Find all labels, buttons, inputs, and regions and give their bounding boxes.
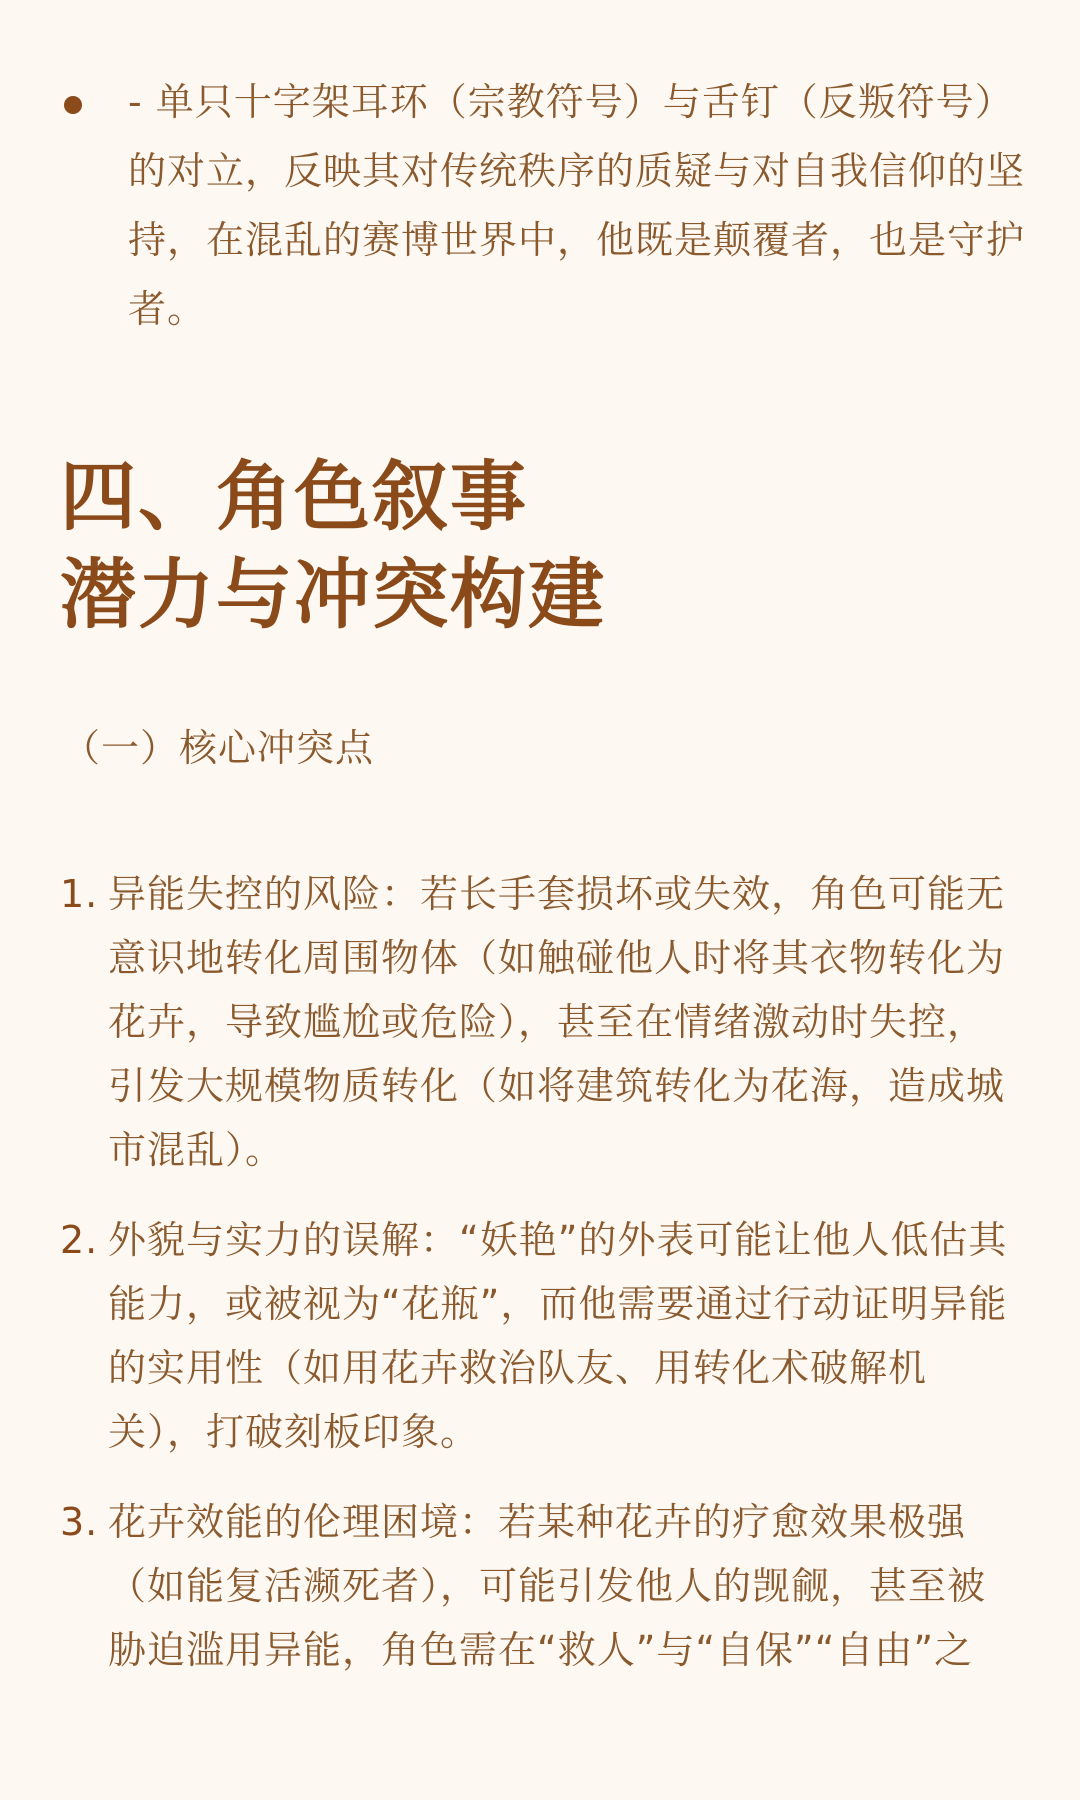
conflict-list — [60, 862, 1020, 1708]
bullet-dot-icon — [64, 96, 82, 114]
list-item-text: 外貌与实力的误解：“妖艳”的外表可能让他人低估其能力，或被视为“花瓶”，而他需要通过行动证明异能的实用性（如用花卉救治队友、用转化术破解机关），打破刻板印象。 — [108, 1218, 1008, 1454]
section-title-line-2: 潜力与冲突构建 — [60, 550, 606, 639]
list-item-number: 1. — [60, 872, 99, 916]
section-title — [60, 448, 1020, 644]
list-item-number: 3. — [60, 1500, 99, 1544]
list-item-text: 花卉效能的伦理困境：若某种花卉的疗愈效果极强（如能复活濒死者），可能引发他人的觊觎，甚至被胁迫滥用异能，角色需在“救人”与“自保”“自由”之 — [108, 1500, 987, 1672]
bullet-text: - 单只十字架耳环（宗教符号）与舌钉（反叛符号）的对立，反映其对传统秩序的质疑与对自我信仰的坚持，在混乱的赛博世界中，他既是颠覆者，也是守护者。 — [128, 80, 1026, 331]
list-item — [60, 1208, 1020, 1464]
list-item — [60, 862, 1020, 1182]
list-item-number: 2. — [60, 1218, 99, 1262]
list-item-text: 异能失控的风险：若长手套损坏或失效，角色可能无意识地转化周围物体（如触碰他人时将其衣物转化为花卉，导致尴尬或危险），甚至在情绪激动时失控，引发大规模物质转化（如将建筑转化为花海，造成城市混乱）。 — [108, 872, 1006, 1172]
section-subtitle: （一）核心冲突点 — [62, 726, 375, 770]
list-item — [60, 1490, 1020, 1682]
section-title-line-1: 四、角色叙事 — [60, 452, 528, 541]
